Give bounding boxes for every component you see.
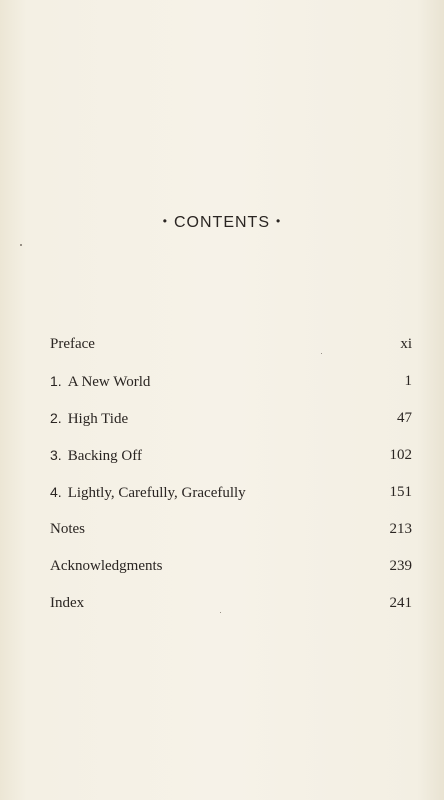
toc-entry-preface — [50, 336, 412, 373]
toc-entry-chapter-4 — [50, 484, 412, 521]
toc-entry-title: High Tide — [67, 411, 129, 427]
heading-bullet-left: • — [162, 214, 168, 228]
toc-entry-label — [50, 336, 95, 353]
toc-entry-page: 102 — [389, 447, 412, 463]
toc-entry-title: A New World — [67, 374, 151, 390]
toc-entry-number: 4. — [50, 484, 62, 500]
toc-entry-chapter-3 — [50, 447, 412, 484]
toc-entry-title: Acknowledgments — [50, 558, 163, 574]
toc-entry-label — [50, 595, 84, 612]
toc-entry-page: 213 — [389, 521, 412, 537]
toc-entry-page: 1 — [404, 373, 412, 389]
toc-entry-chapter-1 — [50, 373, 412, 410]
toc-entry-label — [50, 373, 150, 391]
toc-entry-number: 2. — [50, 410, 62, 426]
toc-entry-title: Notes — [50, 521, 85, 537]
toc-entry-page: xi — [400, 336, 412, 352]
toc-entry-label — [50, 447, 142, 465]
contents-title: CONTENTS — [174, 214, 270, 231]
table-of-contents — [50, 336, 412, 632]
toc-entry-number: 1. — [50, 373, 62, 389]
toc-entry-index — [50, 595, 412, 632]
page-speck — [20, 244, 22, 246]
toc-entry-label — [50, 558, 162, 575]
toc-entry-label — [50, 484, 246, 502]
toc-entry-page: 151 — [389, 484, 412, 500]
toc-entry-label — [50, 521, 85, 538]
toc-entry-title: Preface — [50, 336, 95, 352]
toc-entry-number: 3. — [50, 447, 62, 463]
toc-entry-acknowledgments — [50, 558, 412, 595]
toc-entry-title: Lightly, Carefully, Gracefully — [67, 485, 246, 501]
toc-entry-label — [50, 410, 128, 428]
toc-entry-title: Index — [50, 595, 85, 611]
heading-bullet-right: • — [276, 214, 282, 228]
toc-entry-notes — [50, 521, 412, 558]
toc-entry-page: 239 — [389, 558, 412, 574]
toc-entry-title: Backing Off — [67, 448, 142, 464]
toc-entry-page: 241 — [389, 595, 412, 611]
toc-entry-page: 47 — [397, 410, 412, 426]
toc-entry-chapter-2 — [50, 410, 412, 447]
contents-heading — [0, 214, 444, 232]
